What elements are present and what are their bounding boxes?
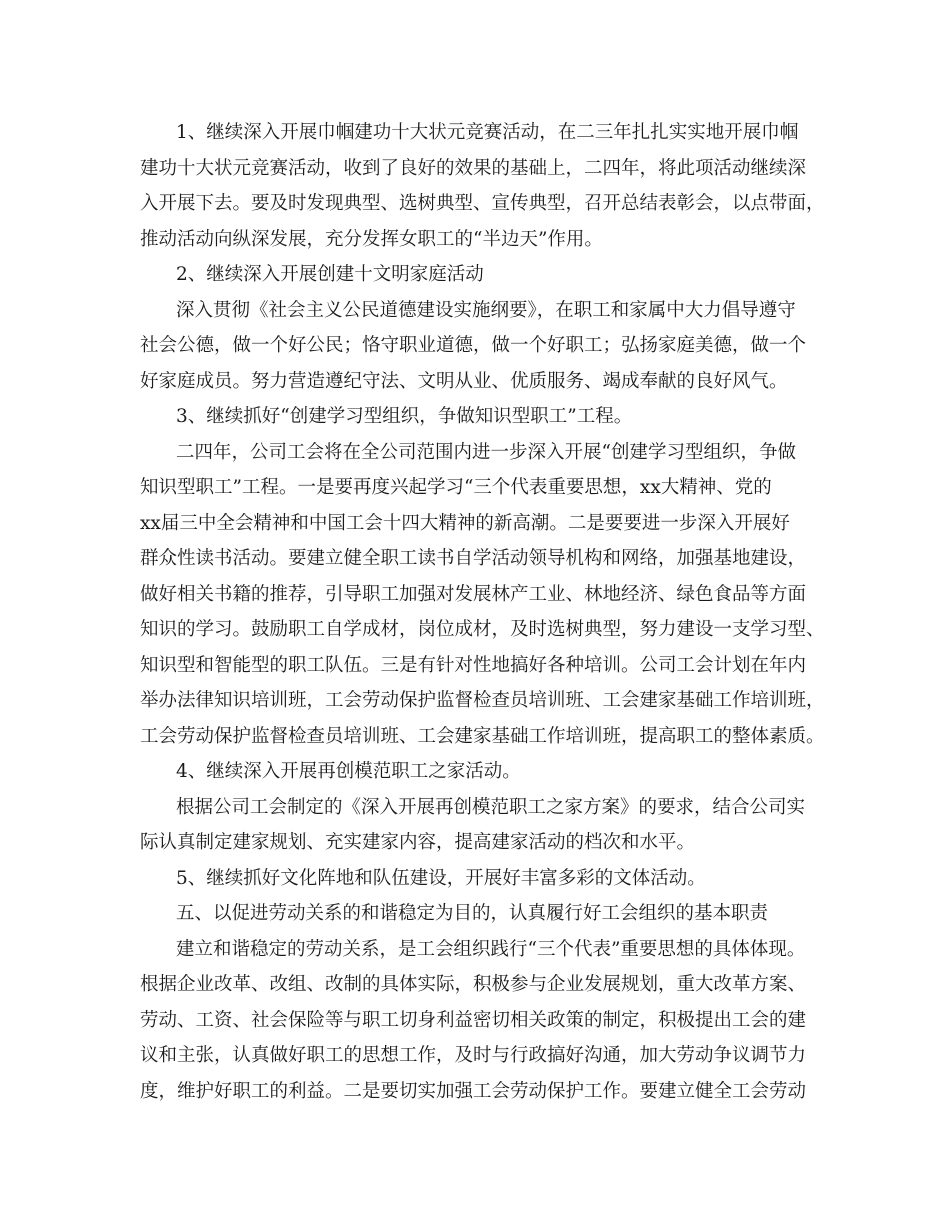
text-line: 根据公司工会制定的《深入开展再创模范职工之家方案》的要求，结合公司实 bbox=[176, 796, 806, 818]
document-body bbox=[140, 115, 830, 1109]
text-line: 入开展下去。要及时发现典型、选树典型、宣传典型，召开总结表彰会，以点带面， bbox=[140, 193, 825, 214]
text-line: 5、继续抓好文化阵地和队伍建设，开展好丰富多彩的文体活动。 bbox=[176, 867, 706, 889]
text-line: 知识的学习。鼓励职工自学成材，岗位成材，及时选树典型，努力建设一支学习型、 bbox=[140, 619, 825, 640]
text-line: 3、继续抓好“创建学习型组织，争做知识型职工”工程。 bbox=[176, 406, 633, 427]
text-line: xx届三中全会精神和中国工会十四大精神的新高潮。二是要要进一步深入开展好 bbox=[140, 512, 790, 534]
text-line: 劳动、工资、社会保险等与职工切身利益密切相关政策的制定，积极提出工会的建 bbox=[140, 1009, 807, 1031]
text-line: 度，维护好职工的利益。二是要切实加强工会劳动保护工作。要建立健全工会劳动 bbox=[140, 1080, 807, 1102]
text-line: 建立和谐稳定的劳动关系，是工会组织践行“三个代表”重要思想的具体体现。 bbox=[176, 938, 806, 960]
text-line: 五、以促进劳动关系的和谐稳定为目的，认真履行好工会组织的基本职责 bbox=[176, 903, 769, 924]
text-line: 好家庭成员。努力营造遵纪守法、文明从业、优质服务、竭成奉献的良好风气。 bbox=[140, 370, 788, 392]
text-line: 建功十大状元竞赛活动，收到了良好的效果的基础上，二四年，将此项活动继续深 bbox=[140, 157, 807, 179]
text-line: 社会公德，做一个好公民；恪守职业道德，做一个好职工；弘扬家庭美德，做一个 bbox=[140, 335, 807, 356]
text-line: 知识型职工”工程。一是要再度兴起学习“三个代表重要思想，xx大精神、党的 bbox=[140, 477, 772, 498]
text-line: 举办法律知识培训班，工会劳动保护监督检查员培训班、工会建家基础工作培训班， bbox=[140, 690, 825, 711]
text-line: 议和主张，认真做好职工的思想工作，及时与行政搞好沟通，加大劳动争议调节力 bbox=[140, 1045, 807, 1066]
text-line: 1、继续深入开展巾帼建功十大状元竞赛活动，在二三年扎扎实实地开展巾帼 bbox=[176, 122, 799, 143]
text-line: 推动活动向纵深发展，充分发挥女职工的“半边天”作用。 bbox=[140, 228, 603, 250]
text-line: 4、继续深入开展再创模范职工之家活动。 bbox=[176, 761, 521, 782]
text-line: 2、继续深入开展创建十文明家庭活动 bbox=[176, 264, 484, 285]
text-line: 工会劳动保护监督检查员培训班、工会建家基础工作培训班，提高职工的整体素质。 bbox=[140, 725, 825, 747]
text-line: 知识型和智能型的职工队伍。三是有针对性地搞好各种培训。公司工会计划在年内 bbox=[140, 654, 807, 676]
text-line: 做好相关书籍的推荐，引导职工加强对发展林产工业、林地经济、绿色食品等方面 bbox=[140, 583, 807, 605]
text-line: 深入贯彻《社会主义公民道德建设实施纲要》，在职工和家属中大力倡导遵守 bbox=[176, 299, 796, 321]
text-line: 群众性读书活动。要建立健全职工读书自学活动领导机构和网络，加强基地建设， bbox=[140, 548, 807, 569]
text-line: 二四年，公司工会将在全公司范围内进一步深入开展“创建学习型组织，争做 bbox=[176, 441, 796, 463]
text-line: 根据企业改革、改组、改制的具体实际，积极参与企业发展规划，重大改革方案、 bbox=[140, 974, 807, 995]
text-line: 际认真制定建家规划、充实建家内容，提高建家活动的档次和水平。 bbox=[140, 832, 696, 853]
